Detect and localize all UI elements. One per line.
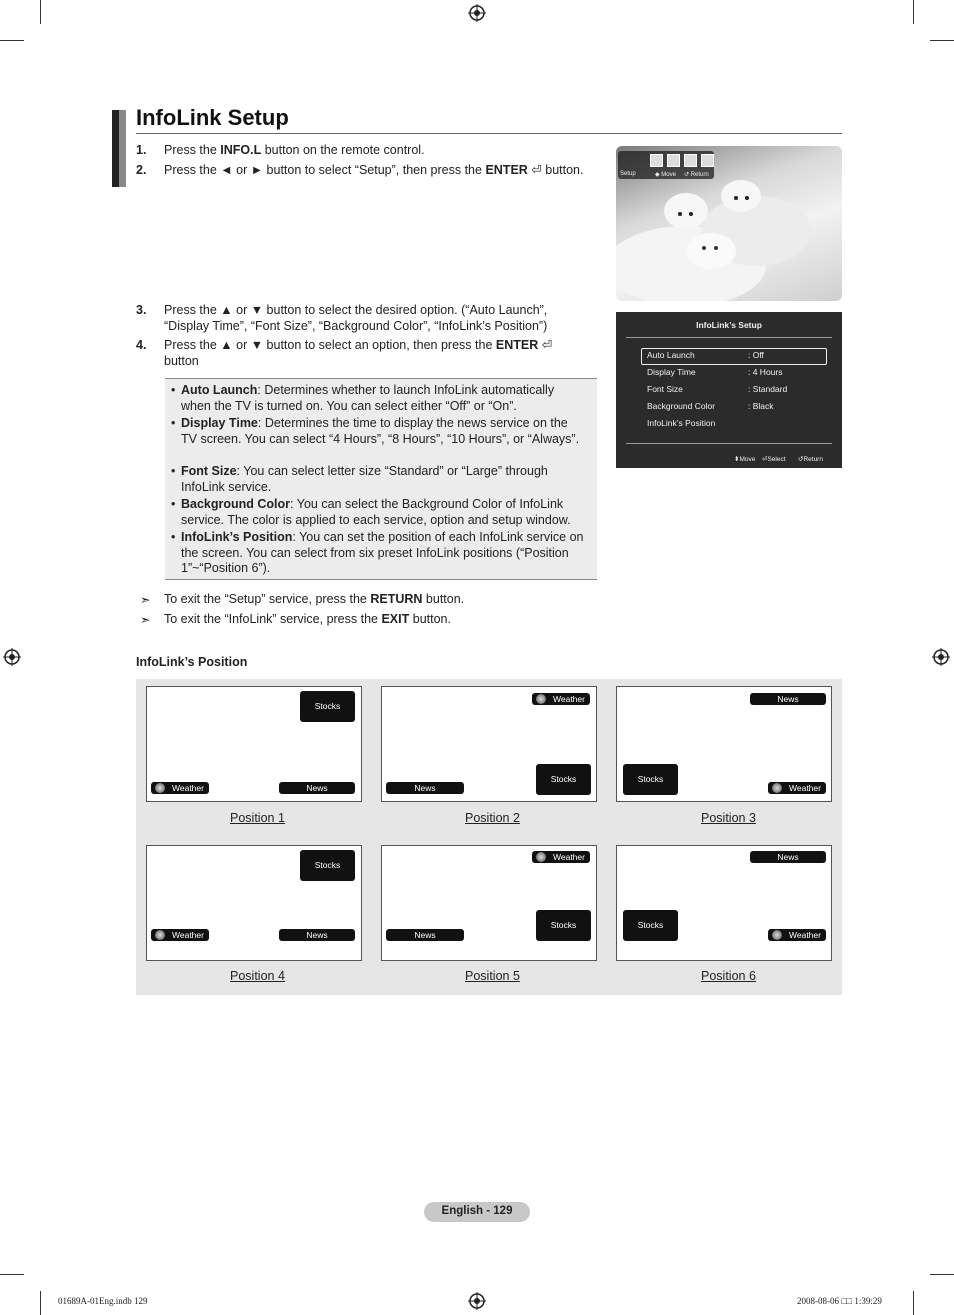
- position-3-screen: [616, 686, 832, 802]
- menu-divider: [626, 443, 832, 444]
- arrow-icon: ➣: [140, 593, 151, 607]
- enter-icon: ⏎: [541, 338, 553, 352]
- position-5-screen: [381, 845, 597, 961]
- title-accent-bar: [119, 110, 126, 187]
- toolbar-move-label: ◆ Move: [655, 172, 676, 178]
- position-2-link[interactable]: Position 2: [465, 811, 520, 825]
- registration-mark-icon: [468, 4, 486, 22]
- step-text: Press the INFO.L button on the remote control.: [164, 143, 425, 157]
- arrow-icon: ➣: [140, 613, 151, 627]
- crop-mark: [0, 1274, 24, 1275]
- news-widget: News: [386, 929, 464, 941]
- news-widget: News: [279, 782, 355, 794]
- step-text: Press the ▲ or ▼ button to select an option, then press the ENTER ⏎ button: [164, 338, 553, 368]
- globe-icon: [701, 154, 714, 167]
- news-widget: News: [750, 693, 826, 705]
- position-5-link[interactable]: Position 5: [465, 969, 520, 983]
- news-widget: News: [750, 851, 826, 863]
- stocks-widget: Stocks: [623, 910, 678, 941]
- toolbar-return-label: ↺ Return: [684, 172, 709, 178]
- crop-mark: [930, 40, 954, 41]
- infolink-setup-menu: [616, 312, 842, 468]
- menu-item-font-size[interactable]: Font Size : Standard: [647, 384, 788, 394]
- weather-widget: Weather: [532, 693, 590, 705]
- page-title: InfoLink Setup: [136, 105, 289, 130]
- setup-toolbar: [618, 151, 714, 179]
- menu-item-background-color[interactable]: Background Color : Black: [647, 401, 774, 411]
- menu-title: InfoLink’s Setup: [696, 320, 762, 330]
- footer-timestamp: 2008-08-06 □□ 1:39:29: [797, 1296, 882, 1306]
- menu-item-infolink-position[interactable]: InfoLink’s Position: [647, 418, 716, 428]
- position-4-link[interactable]: Position 4: [230, 969, 285, 983]
- menu-footer-move: ⬍Move: [734, 456, 756, 463]
- crop-mark: [0, 40, 24, 41]
- step-text: Press the ◄ or ► button to select “Setup”, then press the ENTER ⏎ button.: [164, 163, 584, 177]
- menu-footer-return: ↺Return: [798, 456, 823, 463]
- image-icon: [650, 154, 663, 167]
- stocks-widget: Stocks: [300, 691, 355, 722]
- crop-mark: [913, 1291, 914, 1315]
- stocks-widget: Stocks: [536, 764, 591, 795]
- toolbar-setup-label: Setup: [620, 171, 636, 177]
- menu-item-display-time[interactable]: Display Time : 4 Hours: [647, 367, 783, 377]
- option-descriptions: • Auto Launch: Determines whether to launch InfoLink automatically when the TV is turned on. You can select either “Off” or “On”. • Display Time: Determines the time to display the news service on the TV screen. You can select “4 Hours”, “8 Hours”, “10 Hours”, or “Always”. • Font Size: You can select letter size “Standard” or “Large” through InfoLink service. • Background Color: You can select the Background Color of InfoLink service. The color is applied to each service, option and setup window. • InfoLink’s Position: You can set the position of each InfoLink service on the screen. You can select from six preset InfoLink positions (“Position 1”~“Position 6”).: [165, 378, 597, 580]
- crop-mark: [913, 0, 914, 24]
- step-text: Press the ▲ or ▼ button to select the desired option. (“Auto Launch”, “Display Time”, “Font Size”, “Background Color”, “InfoLink’s Position”): [164, 303, 548, 333]
- position-2-screen: [381, 686, 597, 802]
- step-number: 3.: [136, 303, 147, 317]
- title-divider: [136, 133, 842, 134]
- position-4-screen: [146, 845, 362, 961]
- news-widget: News: [386, 782, 464, 794]
- registration-mark-icon: [932, 648, 950, 666]
- position-3-link[interactable]: Position 3: [701, 811, 756, 825]
- section-heading: InfoLink’s Position: [136, 655, 248, 669]
- step-number: 2.: [136, 163, 147, 177]
- position-6-link[interactable]: Position 6: [701, 969, 756, 983]
- menu-item-auto-launch[interactable]: Auto Launch : Off: [647, 350, 764, 360]
- page-number-badge: English - 129: [424, 1202, 530, 1222]
- weather-widget: Weather: [768, 929, 826, 941]
- stocks-icon: [667, 154, 680, 167]
- tv-screen-photo: [616, 146, 842, 301]
- weather-widget: Weather: [532, 851, 590, 863]
- step-number: 4.: [136, 338, 147, 352]
- position-1-link[interactable]: Position 1: [230, 811, 285, 825]
- step-number: 1.: [136, 143, 147, 157]
- crop-mark: [930, 1274, 954, 1275]
- position-6-screen: [616, 845, 832, 961]
- footer-file-info: 01689A-01Eng.indb 129: [58, 1296, 148, 1306]
- position-1-screen: [146, 686, 362, 802]
- crop-mark: [40, 1291, 41, 1315]
- positions-panel: [136, 679, 842, 995]
- weather-widget: Weather: [151, 929, 209, 941]
- registration-mark-icon: [3, 648, 21, 666]
- menu-footer-select: ⏎Select: [762, 456, 786, 463]
- crop-mark: [40, 0, 41, 24]
- news-widget: News: [279, 929, 355, 941]
- enter-icon: ⏎: [531, 163, 542, 177]
- chart-icon: [684, 154, 697, 167]
- stocks-widget: Stocks: [536, 910, 591, 941]
- registration-mark-icon: [468, 1292, 486, 1310]
- stocks-widget: Stocks: [300, 850, 355, 881]
- weather-widget: Weather: [768, 782, 826, 794]
- stocks-widget: Stocks: [623, 764, 678, 795]
- weather-widget: Weather: [151, 782, 209, 794]
- menu-divider: [626, 337, 832, 338]
